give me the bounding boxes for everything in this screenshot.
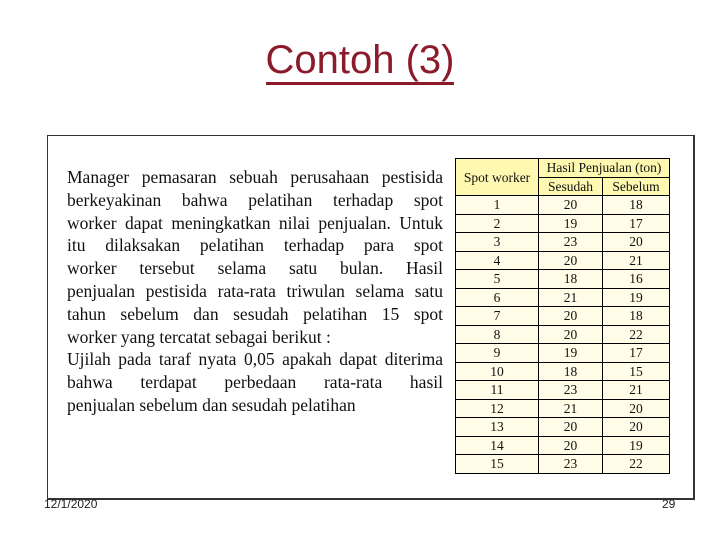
cell-sesudah: 20	[539, 325, 603, 344]
cell-worker: 12	[456, 399, 539, 418]
problem-line: worker tersebut selama satu bulan. Hasil	[67, 258, 443, 279]
cell-sebelum: 18	[603, 307, 670, 326]
problem-line: tahun sebelum dan sesudah pelatihan 15 spot	[67, 303, 443, 324]
cell-sesudah: 23	[539, 233, 603, 252]
cell-worker: 14	[456, 436, 539, 455]
table-row	[456, 362, 670, 381]
page-number: 29	[662, 497, 676, 511]
cell-sesudah: 20	[539, 307, 603, 326]
cell-sesudah: 20	[539, 418, 603, 437]
cell-sesudah: 18	[539, 362, 603, 381]
cell-sesudah: 20	[539, 251, 603, 270]
cell-sebelum: 19	[603, 288, 670, 307]
cell-sesudah: 18	[539, 270, 603, 289]
table-row	[456, 436, 670, 455]
problem-line: Manager pemasaran sebuah perusahaan pestisida	[67, 167, 443, 187]
table-row	[456, 233, 670, 252]
table-row	[456, 344, 670, 363]
cell-worker: 15	[456, 455, 539, 474]
cell-sebelum: 20	[603, 399, 670, 418]
cell-worker: 10	[456, 362, 539, 381]
cell-worker: 6	[456, 288, 539, 307]
table-row	[456, 307, 670, 326]
cell-worker: 13	[456, 418, 539, 437]
cell-sesudah: 21	[539, 288, 603, 307]
cell-worker: 1	[456, 196, 539, 215]
footer-date: 12/1/2020	[44, 497, 98, 511]
problem-line: Ujilah pada taraf nyata 0,05 apakah dapat diterima	[67, 349, 443, 370]
table-row	[456, 288, 670, 307]
cell-sesudah: 19	[539, 214, 603, 233]
cell-sebelum: 15	[603, 362, 670, 381]
cell-sebelum: 20	[603, 233, 670, 252]
cell-sebelum: 17	[603, 214, 670, 233]
header-spot-worker: Spot worker	[456, 159, 539, 196]
header-sesudah: Sesudah	[539, 177, 603, 196]
problem-line: itu dilaksakan pelatihan terhadap para spot	[67, 235, 443, 256]
slide-title: Contoh (3)	[0, 38, 720, 83]
cell-worker: 5	[456, 270, 539, 289]
cell-sebelum: 19	[603, 436, 670, 455]
cell-sesudah: 21	[539, 399, 603, 418]
table-row	[456, 214, 670, 233]
problem-line: worker dapat meningkatkan nilai penjualan. Untuk	[67, 212, 443, 233]
table-row	[456, 381, 670, 400]
table-row	[456, 196, 670, 215]
problem-line: bahwa terdapat perbedaan rata-rata hasil	[67, 372, 443, 393]
cell-sebelum: 18	[603, 196, 670, 215]
cell-sesudah: 20	[539, 196, 603, 215]
problem-line: worker yang tercatat sebagai berikut :	[67, 326, 331, 347]
cell-worker: 8	[456, 325, 539, 344]
cell-worker: 9	[456, 344, 539, 363]
problem-line: berkeyakinan bahwa pelatihan terhadap spot	[67, 189, 443, 210]
cell-worker: 2	[456, 214, 539, 233]
cell-sesudah: 23	[539, 455, 603, 474]
cell-sebelum: 21	[603, 251, 670, 270]
cell-worker: 3	[456, 233, 539, 252]
cell-worker: 7	[456, 307, 539, 326]
sales-table	[455, 158, 670, 474]
cell-sesudah: 20	[539, 436, 603, 455]
table-row	[456, 418, 670, 437]
problem-line: penjualan sebelum dan sesudah pelatihan	[67, 394, 356, 415]
problem-line: penjualan pestisida rata-rata triwulan selama satu	[67, 280, 443, 301]
cell-sebelum: 22	[603, 455, 670, 474]
problem-statement	[67, 166, 443, 417]
header-hasil-penjualan: Hasil Penjualan (ton)	[539, 159, 670, 178]
table-row	[456, 399, 670, 418]
table-row	[456, 455, 670, 474]
cell-worker: 11	[456, 381, 539, 400]
cell-sebelum: 22	[603, 325, 670, 344]
table-row	[456, 251, 670, 270]
cell-sebelum: 20	[603, 418, 670, 437]
header-sebelum: Sebelum	[603, 177, 670, 196]
cell-sesudah: 23	[539, 381, 603, 400]
cell-sesudah: 19	[539, 344, 603, 363]
cell-sebelum: 16	[603, 270, 670, 289]
table-row	[456, 270, 670, 289]
cell-worker: 4	[456, 251, 539, 270]
table-row	[456, 325, 670, 344]
table-body	[456, 196, 670, 474]
cell-sebelum: 17	[603, 344, 670, 363]
cell-sebelum: 21	[603, 381, 670, 400]
